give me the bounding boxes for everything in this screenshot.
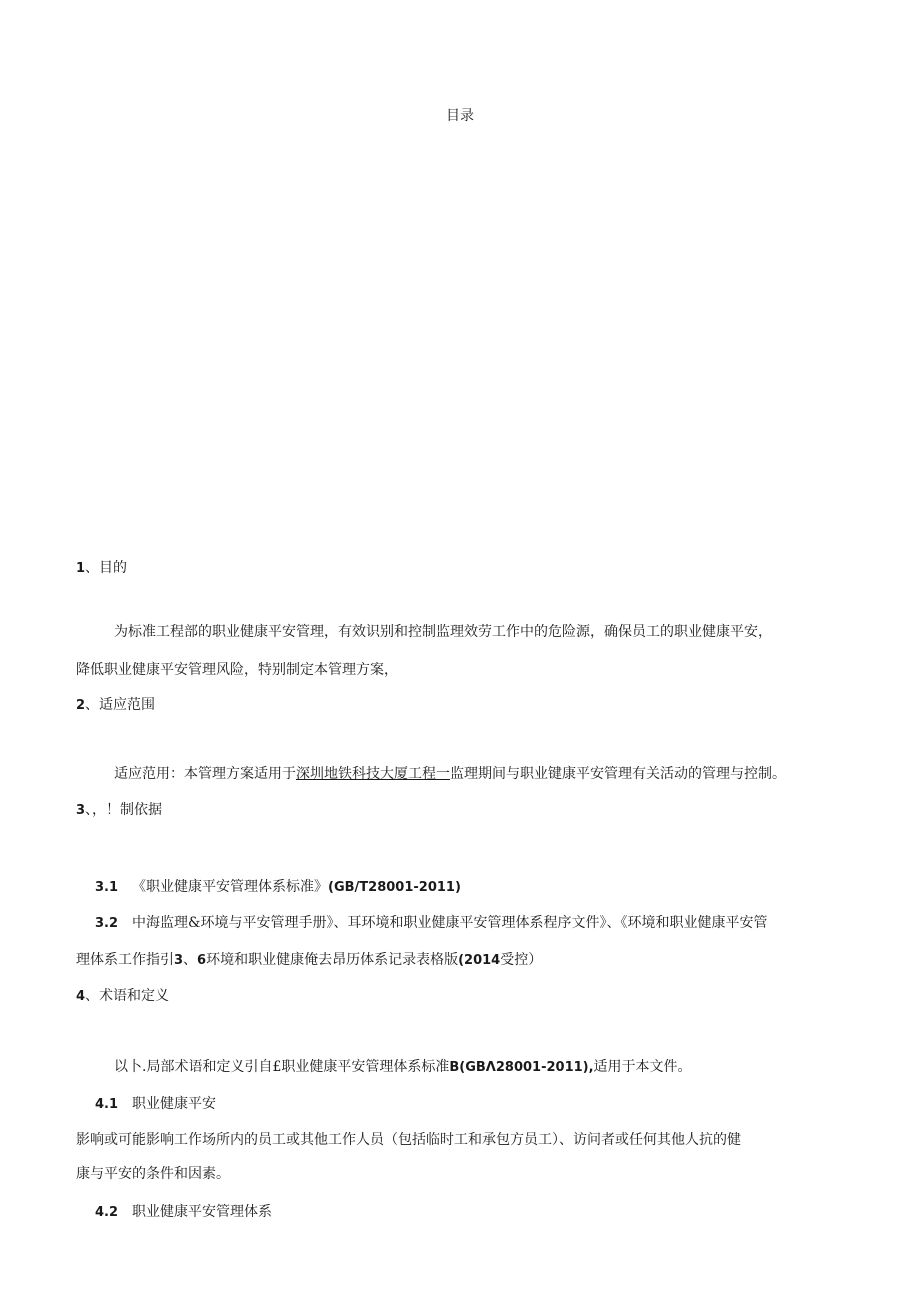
section-1-paragraph-line-1: 为标准工程部的职业健康平安管理，有效识别和控制监理效劳工作中的危险源，确保员工的职业健康平安， <box>114 624 772 640</box>
item-3-1-number: 3.1 <box>95 880 119 895</box>
section-3-number: 3 <box>76 803 86 818</box>
section-4-intro-b: B(GBΛ28001-2011), <box>449 1060 594 1075</box>
section-4-intro-c: 适用于本文件。 <box>593 1059 692 1075</box>
section-4-title: 、术语和定义 <box>85 988 170 1004</box>
toc-title: 目录 <box>446 108 474 124</box>
item-3-2-cont-a: 理体系工作指引 <box>76 952 174 968</box>
item-4-2-number: 4.2 <box>95 1205 119 1220</box>
item-3-2-cont-g: 受控） <box>500 952 543 968</box>
section-2-title: 、适应范围 <box>85 697 156 713</box>
item-3-2-cont-b: 3 <box>174 953 184 968</box>
section-4-1-paragraph-line-1: 影响或可能影响工作场所内的员工或其他工作人员（包括临时工和承包方员工）、访问者或任何其他人抗的健 <box>76 1132 741 1148</box>
item-4-1-title: 职业健康平安 <box>132 1096 217 1112</box>
section-3-1 <box>95 877 461 898</box>
project-name: 深圳地铁科技大厦工程一 <box>296 766 450 782</box>
item-3-2-cont-d: 6 <box>197 953 207 968</box>
scope-suffix: 监理期间与职业键康平安管理有关活动的管理与控制。 <box>450 766 786 782</box>
item-3-2-cont-f: (2014 <box>458 953 501 968</box>
section-4-heading <box>76 986 169 1007</box>
section-3-title: 、，！制依据 <box>85 802 163 818</box>
item-3-1-code: (GB/T28001-2011) <box>328 880 461 895</box>
section-1-title: 、目的 <box>85 560 128 576</box>
item-3-1-text: 《职业健康平安管理体系标准》 <box>132 879 329 895</box>
item-3-2-cont-e: 环境和职业健康俺去昂历体系记录表格版 <box>206 952 459 968</box>
section-2-paragraph <box>114 764 786 784</box>
section-3-2-line-2 <box>76 950 542 971</box>
section-2-number: 2 <box>76 698 86 713</box>
scope-prefix: 适应范用：本管理方案适用于 <box>114 766 296 782</box>
section-4-2-heading <box>95 1202 272 1223</box>
section-4-1-heading <box>95 1094 216 1115</box>
section-4-intro <box>114 1057 692 1078</box>
section-1-paragraph-line-2: 降低职业健康平安管理风险，特别制定本管理方案， <box>76 662 398 678</box>
section-4-1-paragraph-line-2: 康与平安的条件和因素。 <box>76 1166 230 1182</box>
section-1-heading <box>76 558 127 579</box>
item-3-2-cont-c: 、 <box>183 952 198 968</box>
section-2-heading <box>76 695 155 716</box>
item-3-2-text: 中海监理&环境与平安管理手册》、耳环境和职业健康平安管理体系程序文件》、《环境和职业健康平安管 <box>132 915 768 931</box>
section-4-number: 4 <box>76 989 86 1004</box>
section-4-intro-a: 以卜.局部术语和定义引自£职业健康平安管理体系标准 <box>114 1059 450 1075</box>
item-3-2-number: 3.2 <box>95 916 119 931</box>
section-3-heading <box>76 800 162 821</box>
section-3-2-line-1 <box>95 913 768 934</box>
item-4-2-title: 职业健康平安管理体系 <box>132 1204 273 1220</box>
item-4-1-number: 4.1 <box>95 1097 119 1112</box>
section-1-number: 1 <box>76 561 86 576</box>
